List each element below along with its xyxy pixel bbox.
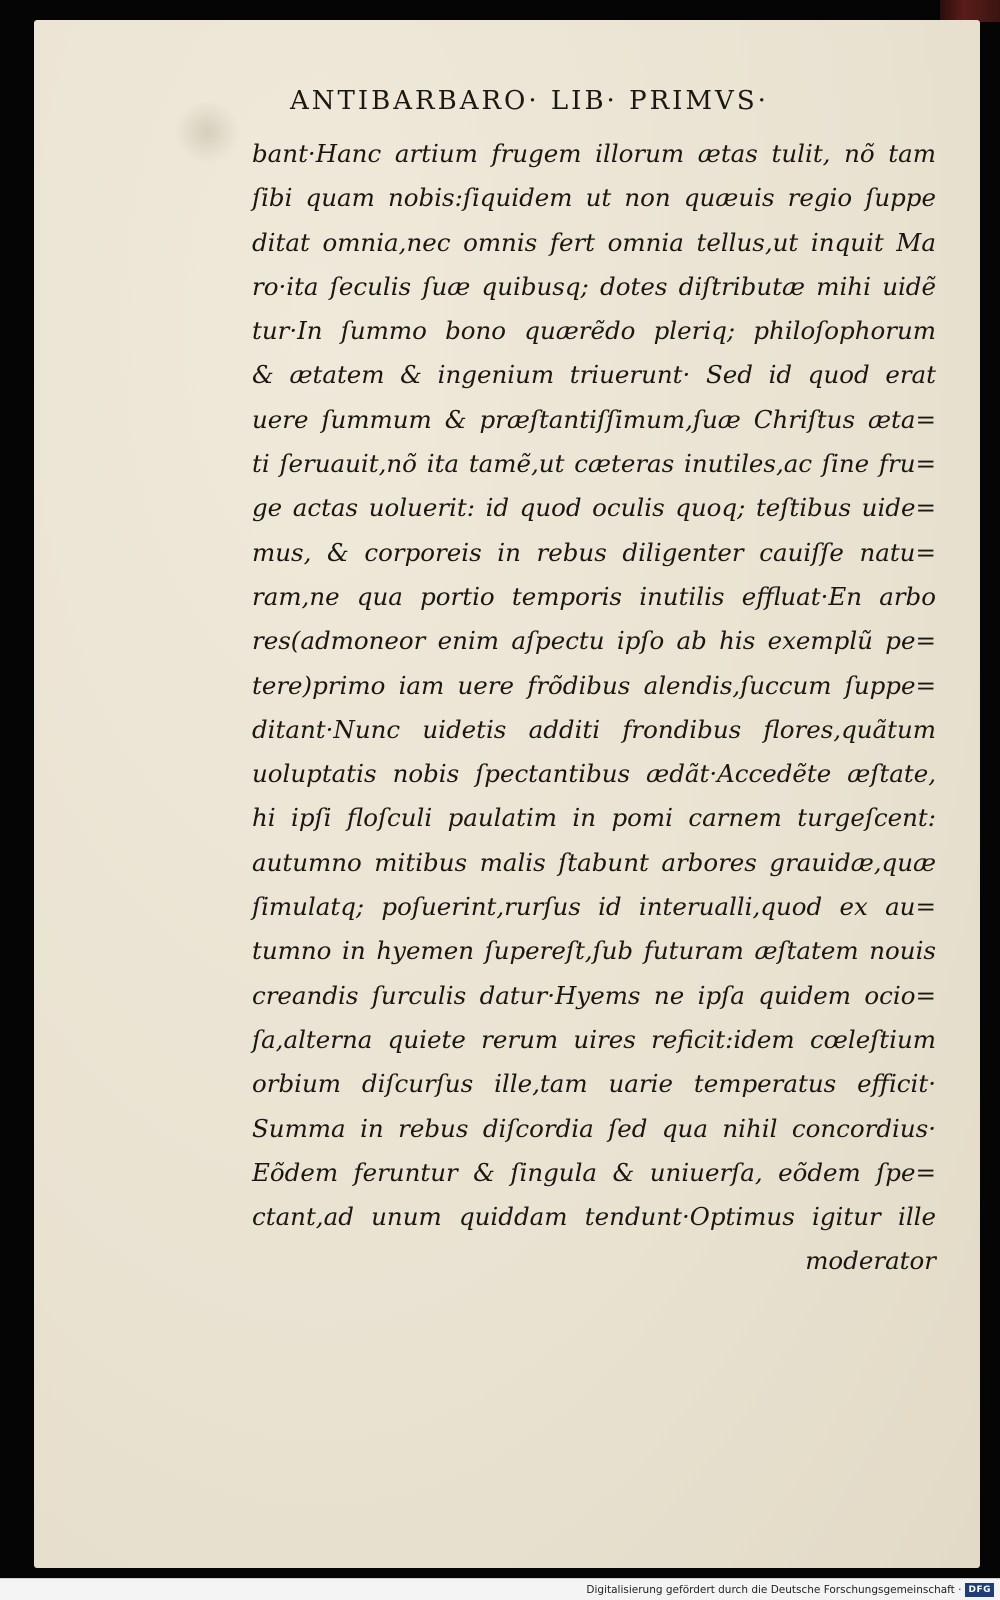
dfg-logo: DFG	[965, 1583, 994, 1597]
text-line: ctant,ad unum quiddam tendunt·Optimus igitur ille	[252, 1202, 936, 1232]
footer-credit: Digitalisierung gefördert durch die Deutsche Forschungsgemeinschaft ·	[586, 1583, 962, 1596]
text-line: bant·Hanc artium frugem illorum ætas tulit, nõ tam	[252, 139, 936, 168]
text-line: ro·ita ſeculis ſuæ quibusq; dotes diſtributæ mihi uidẽ	[252, 271, 936, 301]
digitization-footer	[0, 1578, 1000, 1600]
body-text	[252, 132, 936, 1284]
text-line: ram,ne qua portio temporis inutilis effluat·En arbo	[252, 581, 936, 611]
text-line: ditant·Nunc uidetis additi frondibus flores,quãtum	[252, 714, 936, 744]
text-line: creandis ſurculis datur·Hyems ne ipſa quidem ocio=	[252, 980, 936, 1010]
text-line: tere)primo iam uere frõdibus alendis,ſuccum ſuppe=	[252, 670, 936, 700]
text-line: Eõdem feruntur & ſingula & uniuerſa, eõdem ſpe=	[252, 1157, 936, 1187]
text-line: hi ipſi floſculi paulatim in pomi carnem turgeſcent:	[252, 803, 936, 833]
text-line: ge actas uoluerit: id quod oculis quoq; teſtibus uide=	[252, 493, 936, 523]
text-line: ſibi quam nobis:ſiquidem ut non quæuis regio ſuppe	[252, 183, 936, 213]
text-line: & ætatem & ingenium triuerunt· Sed id quod erat	[252, 360, 936, 390]
paper-stain	[172, 102, 242, 162]
text-line: uere ſummum & præſtantiſſimum,ſuæ Chriſtus æta=	[252, 404, 936, 434]
running-head: ANTIBARBARO· LIB· PRIMVS·	[290, 86, 769, 116]
text-line: uoluptatis nobis ſpectantibus ædãt·Accedẽte æſtate,	[252, 759, 936, 789]
text-line: orbium diſcurſus ille,tam uarie temperatus efficit·	[252, 1069, 936, 1099]
catchword: moderator	[805, 1246, 936, 1276]
text-line: Summa in rebus diſcordia ſed qua nihil concordius·	[252, 1113, 936, 1143]
book-cover-edge	[940, 0, 1000, 22]
text-line: ditat omnia,nec omnis fert omnia tellus,ut inquit Ma	[252, 227, 936, 257]
text-line: tumno in hyemen ſupereſt,ſub futuram æſtatem nouis	[252, 936, 936, 966]
text-line: ſimulatq; poſuerint,rurſus id interualli,quod ex au=	[252, 892, 936, 922]
text-line: autumno mitibus malis ſtabunt arbores grauidæ,quæ	[252, 847, 936, 877]
text-line: ti ſeruauit,nõ ita tamẽ,ut cæteras inutiles,ac ſine fru=	[252, 449, 936, 479]
text-line: res(admoneor enim aſpectu ipſo ab his exemplũ pe=	[252, 626, 936, 656]
text-line: tur·In ſummo bono quærẽdo pleriq; philoſophorum	[252, 316, 936, 346]
text-line: ſa,alterna quiete rerum uires reficit:idem cœleſtium	[252, 1024, 936, 1054]
text-line: mus, & corporeis in rebus diligenter cauiſſe natu=	[252, 537, 936, 567]
